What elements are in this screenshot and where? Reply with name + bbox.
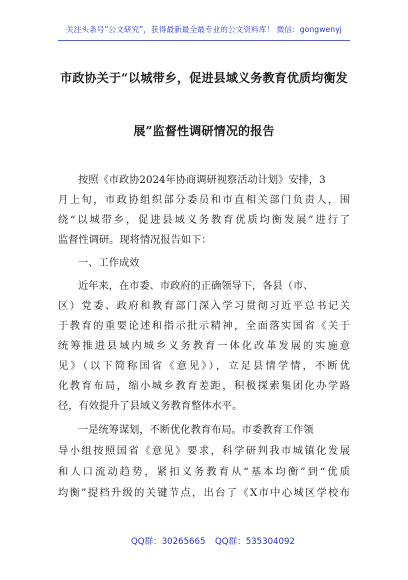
footer-qq-group-1: QQ群：30265665 xyxy=(131,537,206,547)
section-heading-1: 一、工作成效 xyxy=(78,258,140,269)
body-line-4: 监督性调研。现将情况报告如下： xyxy=(58,235,212,246)
body-line-9: 统筹推进县域内城乡义务教育一体化改革发展的实施意 xyxy=(58,341,350,352)
document-title-line-2: 展”监督性调研情况的报告 xyxy=(133,124,275,138)
document-title-line-1: 市政协关于“以城带乡，促进县域义务教育优质均衡发 xyxy=(60,71,348,85)
footer-qq-group-2: QQ群：535304092 xyxy=(215,537,295,547)
body-line-13: 一是统筹谋划，不断优化教育布局。市委教育工作领 xyxy=(78,425,314,436)
header-divider xyxy=(58,40,350,41)
body-line-10: 见》（以下简称国省《意见》），立足县情学情，不断优 xyxy=(58,361,350,372)
body-line-15: 和人口流动趋势，紧扣义务教育从“基本均衡”到“优质 xyxy=(58,467,350,478)
body-line-16: 均衡”提档升级的关键节点，出台了《X市中心城区学校布 xyxy=(58,488,350,499)
body-line-8: 于教育的重要论述和指示批示精神，全面落实国省《关于 xyxy=(58,321,350,332)
body-line-7: 区）党委、政府和教育部门深入学习贯彻习近平总书记关 xyxy=(58,301,350,312)
body-line-12: 径，有效提升了县域义务教育整体水平。 xyxy=(58,401,243,412)
body-line-11: 化教育布局，缩小城乡教育差距，积极探索集团化办学路 xyxy=(58,381,350,392)
body-line-1: 按照《市政协2024年协商调研视察活动计划》安排，3 xyxy=(78,175,326,186)
body-line-14: 导小组按照国省《意见》要求，科学研判我市城镇化发展 xyxy=(58,446,350,457)
header-banner: 关注头条号“公文研究”，获得最新最全最专业的公文资料库！ 微信：gongwenyj xyxy=(66,25,342,34)
body-line-3: 绕“以城带乡，促进县域义务教育优质均衡发展”进行了 xyxy=(58,215,350,226)
body-line-2: 月上旬，市政协组织部分委员和市直相关部门负责人，围 xyxy=(58,195,350,206)
body-line-6: 近年来，在市委、市政府的正确领导下，各县（市、 xyxy=(78,281,314,292)
